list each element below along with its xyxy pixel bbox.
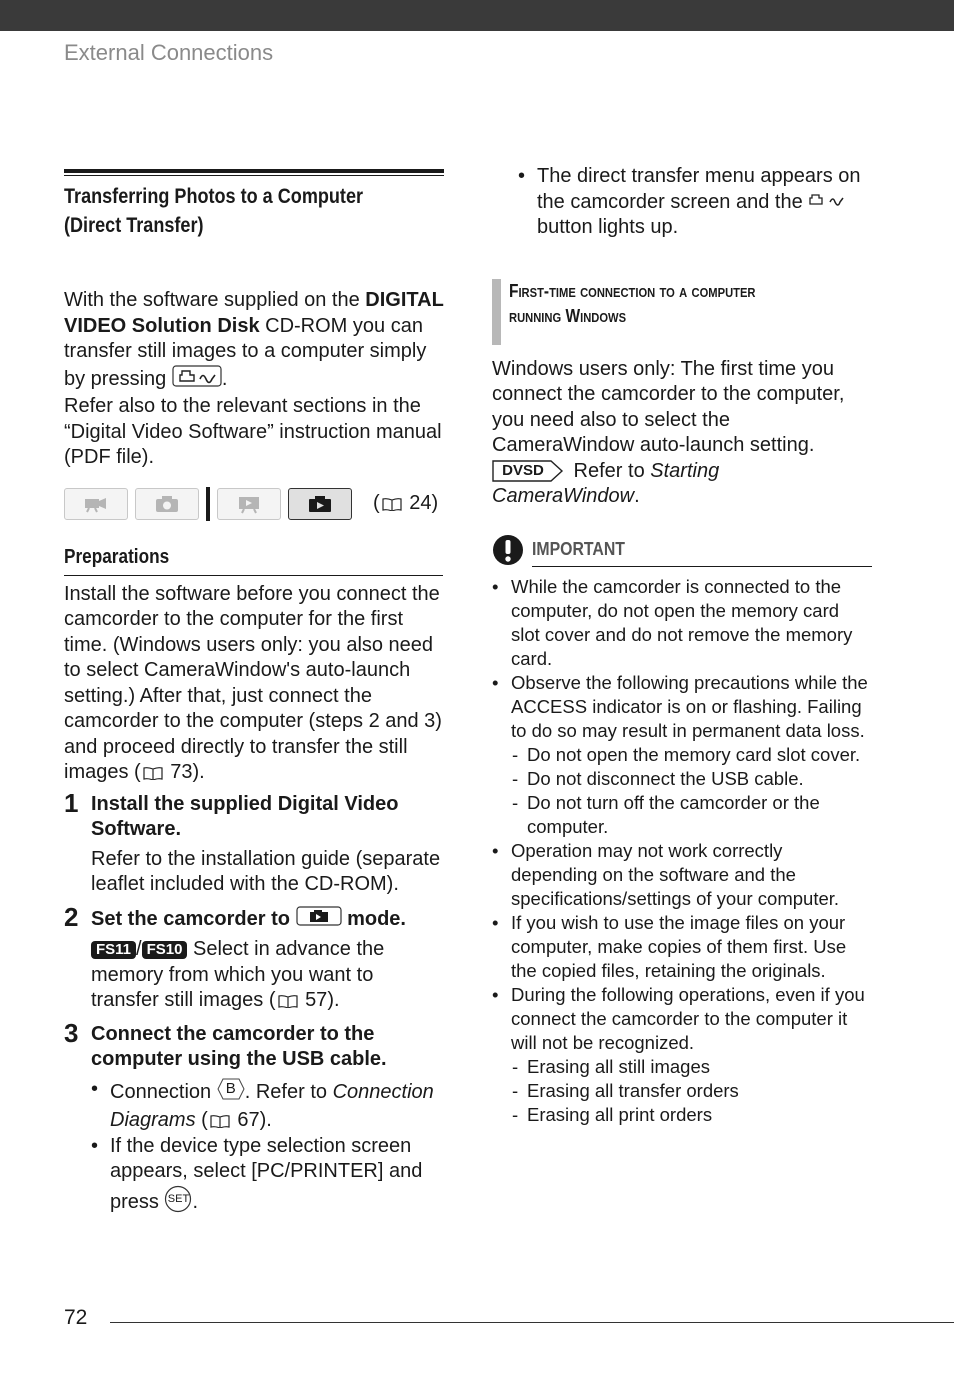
windows-users-text: Windows users only: The first time you connect the camcorder to the computer, you need also to select the CameraWindow auto-launch setting. DVSD Refer to Starting CameraWindow. [492,357,845,508]
first-time-connection-heading: First-time connection to a computer running Windows [492,279,872,345]
fs10-badge: FS10 [142,941,188,959]
preparations-rule [64,575,443,576]
step-body: Refer to the installation guide (separate leaflet included with the CD-ROM). [91,847,441,895]
mode-icons-row [64,487,444,521]
disk-name: DIGITAL VIDEO Solution Disk [64,289,444,337]
list-item: • If the device type selection screen appears, select [PC/PRINTER] and press SET . [91,1134,444,1221]
book-icon [210,1114,230,1128]
sub-list-item: - Erasing all transfer orders [511,1079,872,1103]
fs11-badge: FS11 [91,941,136,959]
step-3 [64,1017,444,1221]
mode-separator [206,487,210,521]
top-bar [0,0,954,31]
right-column [492,160,872,1127]
section-header: External Connections [64,40,274,65]
step-number: 2 [64,901,79,932]
important-header [492,534,872,566]
list-item: • Observe the following precautions while the ACCESS indicator is on or flashing. Failing to do so may result in permanent data loss. - Do not open the memory card slot cover. - Do not disconnect the USB cable. - Do not turn off the camcorder or the computer. [492,671,872,839]
photo-playback-icon [288,488,352,520]
exclamation-icon [492,534,524,566]
connection-b-icon: B [217,1077,245,1109]
step-title: Set the camcorder to mode. [91,906,444,934]
list-item: • Operation may not work correctly depending on the software and the specifications/settings of your computer. [492,839,872,911]
sub-list-item: - Do not turn off the camcorder or the computer. [511,791,872,839]
reference-title: Starting CameraWindow [492,459,720,508]
step-2 [64,901,444,1014]
sub-list-item: - Do not disconnect the USB cable. [511,767,872,791]
step-1 [64,787,444,898]
intro-paragraph: With the software supplied on the DIGITAL VIDEO Solution Disk CD-ROM you can transfer still images to a computer simply by pressing . Refer also to the relevant sections in the “Digital Video Software” instruction manual (PDF file). [64,289,444,468]
step-title: Connect the camcorder to the computer using the USB cable. [91,1022,387,1070]
book-icon [278,994,298,1008]
list-item: • The direct transfer menu appears on the camcorder screen and the button lights up. [518,164,872,241]
direct-transfer-note [518,164,872,241]
important-list [492,575,872,1127]
list-item: • During the following operations, even if you connect the camcorder to the computer it will not be recognized. - Erasing all still images - Erasing all transfer orders - Erasing all print orders [492,983,872,1127]
page-number: 72 [64,1306,88,1329]
step-number: 1 [64,787,79,818]
sub-list-item: - Erasing all still images [511,1055,872,1079]
important-rule [532,566,872,567]
print-share-icon [808,190,850,216]
access-sublist [511,743,872,839]
step-number: 3 [64,1017,79,1048]
camera-mode-icon [135,488,199,520]
movie-mode-icon [64,488,128,520]
section-title: Transferring Photos to a Computer (Direct Transfer) [64,185,364,237]
print-share-button-icon [172,365,222,395]
list-item: • Connection B . Refer to Connection Diagrams ( 67). [91,1077,444,1134]
important-label: IMPORTANT [532,539,625,560]
step-body: FS11 / FS10 Select in advance the memory from which you want to transfer still images ( 57). [91,938,385,1011]
photo-playback-mode-icon [296,906,342,934]
book-icon [143,766,163,780]
title-rule [64,169,444,176]
preparations-heading: Preparations [64,545,170,568]
movie-playback-icon [217,488,281,520]
list-item: • While the camcorder is connected to the computer, do not open the memory card slot cover and do not remove the memory card. [492,575,872,671]
dvsd-badge: DVSD [492,459,564,483]
book-icon [382,497,402,511]
preparations-text: Install the software before you connect the camcorder to the computer for the first time. (Windows users only: you also need to select CameraWindow's auto-launch setting.) After that, just connect the camcorder to the computer (steps 2 and 3) and proceed directly to transfer the still images ( 73). [64,582,442,783]
step-3-bullets [91,1077,444,1221]
sub-list-item: - Erasing all print orders [511,1103,872,1127]
sub-list-item: - Do not open the memory card slot cover. [511,743,872,767]
footer-rule [110,1322,954,1323]
page-reference: ( 24) [373,492,439,514]
set-button-icon: SET [164,1185,192,1221]
operations-sublist [511,1055,872,1127]
step-title: Install the supplied Digital Video Software. [91,792,399,840]
list-item: • If you wish to use the image files on your computer, make copies of them first. Use the copied files, retaining the originals. [492,911,872,983]
left-column [64,169,444,1220]
